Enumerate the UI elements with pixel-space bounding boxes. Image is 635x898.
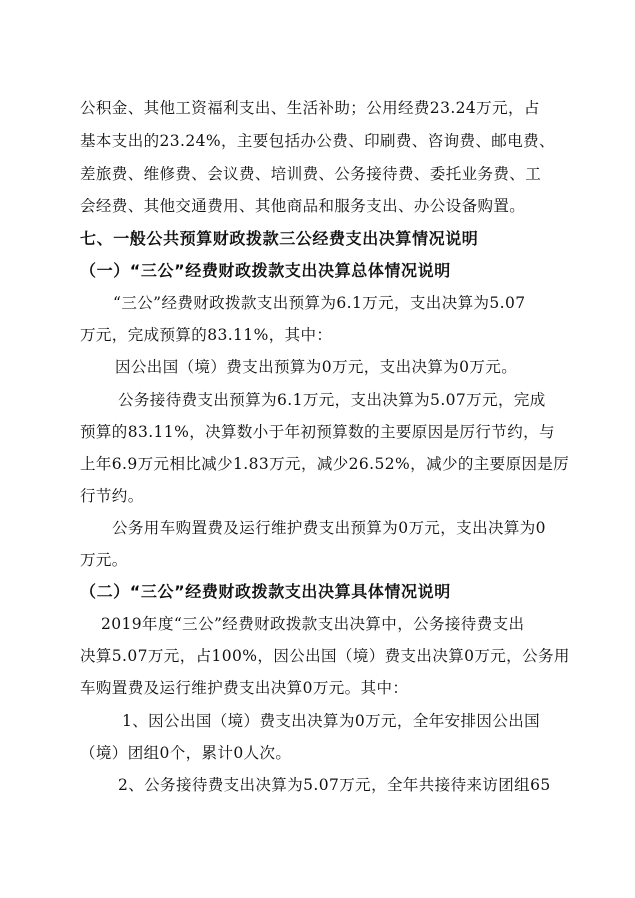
paragraph-line: 因公出国（境）费支出预算为0万元，支出决算为0万元。 [115,358,518,376]
paragraph-line: 预算的83.11%，决算数小于年初预算数的主要原因是厉行节约，与 [80,423,555,441]
paragraph-line: 2、公务接待费支出决算为5.07万元，全年共接待来访团组65 [118,776,551,794]
paragraph-line: 基本支出的23.24%，主要包括办公费、印刷费、咨询费、邮电费、 [80,132,555,150]
paragraph-line: 1、因公出国（境）费支出决算为0万元，全年安排因公出国 [122,712,541,730]
paragraph-line: 公积金、其他工资福利支出、生活补助；公用经费23.24万元，占 [80,99,540,117]
paragraph-line: 会经费、其他交通费用、其他商品和服务支出、办公设备购置。 [80,197,526,215]
paragraph-line: 万元。 [80,551,128,569]
paragraph-line: 车购置费及运行维护费支出决算0万元。其中： [80,679,409,697]
paragraph-line: 公务接待费支出预算为6.1万元，支出决算为5.07万元，完成 [118,391,546,409]
section-heading: 七、一般公共预算财政拨款三公经费支出决算情况说明 [80,229,479,248]
paragraph-line: 公务用车购置费及运行维护费支出预算为0万元，支出决算为0 [112,519,546,537]
paragraph-line: 万元，完成预算的83.11%，其中： [80,326,333,344]
paragraph-line: 2019年度“三公”经费财政拨款支出决算中，公务接待费支出 [101,615,525,633]
paragraph-line: 决算5.07万元，占100%，因公出国（境）费支出决算0万元，公务用 [80,647,570,665]
paragraph-line: 差旅费、维修费、会议费、培训费、公务接待费、委托业务费、工 [80,165,542,183]
paragraph-line: 行节约。 [80,487,144,505]
paragraph-line: 上年6.9万元相比减少1.83万元，减少26.52%，减少的主要原因是厉 [80,455,570,473]
paragraph-line: （境）团组0个，累计0人次。 [80,744,292,762]
subsection-heading: （一）“三公”经费财政拨款支出决算总体情况说明 [80,261,451,280]
paragraph-line: “三公”经费财政拨款支出预算为6.1万元，支出决算为5.07 [113,294,526,312]
subsection-heading: （二）“三公”经费财政拨款支出决算具体情况说明 [80,582,451,601]
